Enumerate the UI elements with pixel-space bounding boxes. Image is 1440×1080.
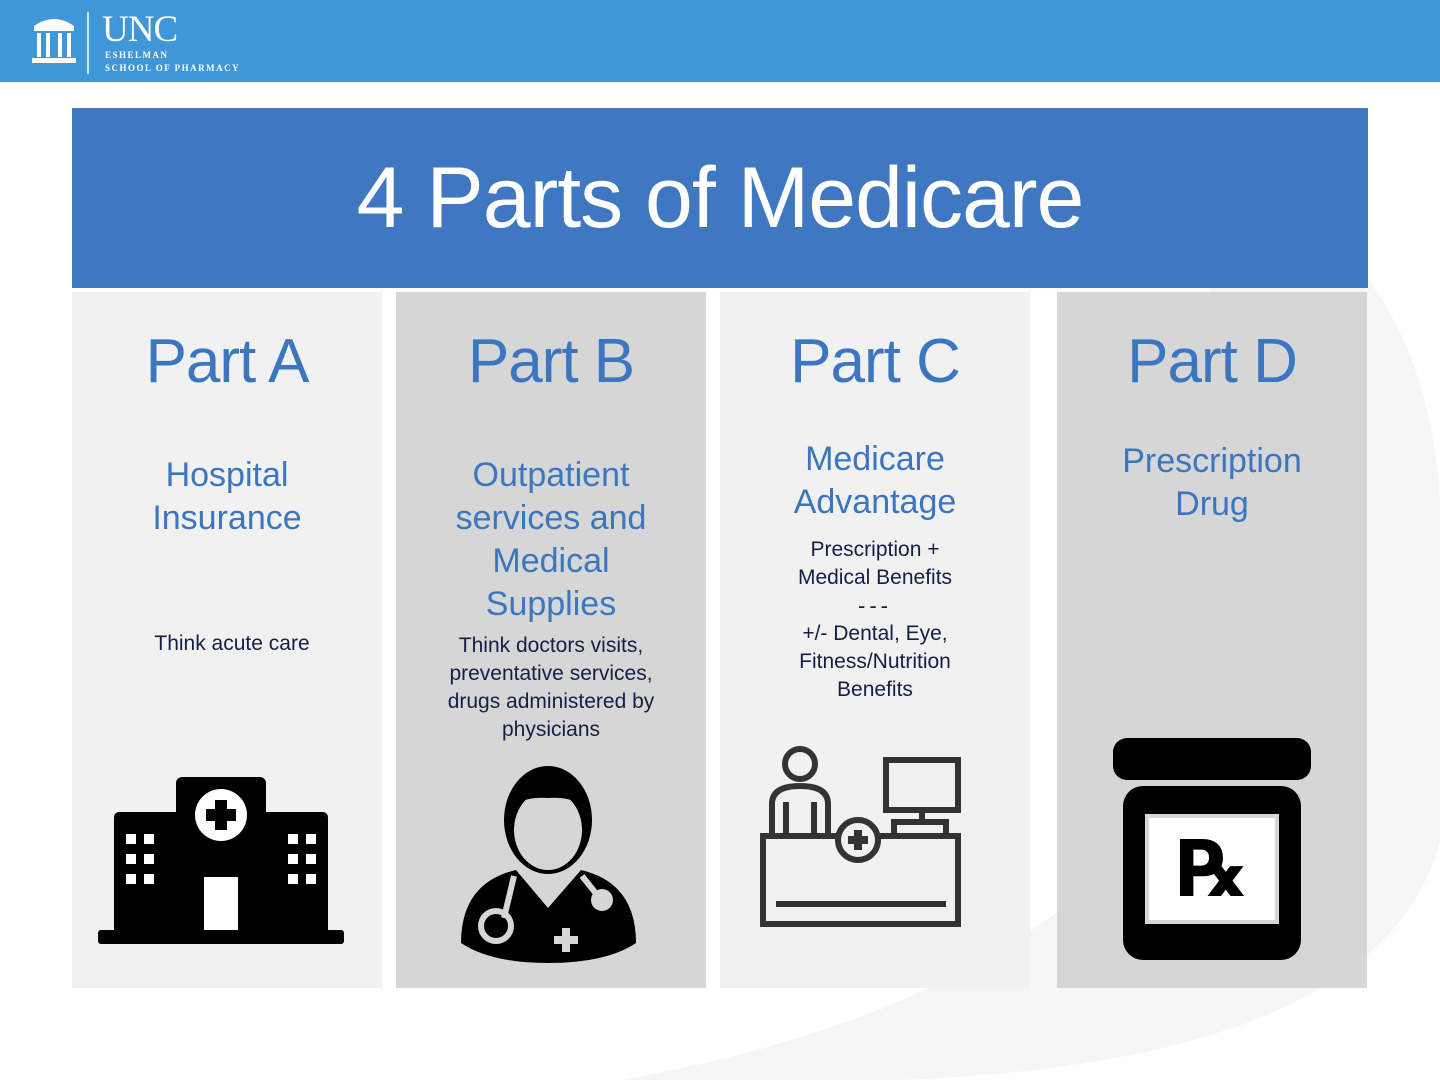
- subtitle-line: Drug: [1175, 485, 1249, 523]
- part-a-column: [72, 292, 382, 988]
- part-d-column: [1057, 292, 1367, 988]
- subtitle-line: Outpatient: [472, 456, 630, 494]
- logo-school-text: SCHOOL OF PHARMACY: [105, 63, 241, 73]
- note-line: drugs administered by: [447, 690, 655, 713]
- subtitle-line: Medicare: [805, 440, 945, 478]
- reception-desk-icon: [758, 744, 968, 929]
- title-banner: [72, 108, 1368, 288]
- note-line: Medical Benefits: [797, 566, 953, 589]
- part-a-subtitle: [72, 454, 382, 540]
- note-line: +/- Dental, Eye,: [802, 622, 948, 645]
- part-a-note: [82, 630, 382, 658]
- subtitle-line: Prescription: [1122, 442, 1302, 480]
- part-d-subtitle: [1057, 440, 1367, 526]
- logo-divider: [87, 12, 89, 74]
- part-c-note: [720, 536, 1030, 704]
- subtitle-line: Hospital: [165, 456, 289, 494]
- part-d-title: Part D: [1127, 327, 1297, 396]
- rx-pill-bottle-icon: [1109, 736, 1315, 964]
- note-line: Think doctors visits,: [458, 634, 644, 657]
- part-a-title: Part A: [145, 327, 309, 396]
- part-b-column: [396, 292, 706, 988]
- note-line: physicians: [501, 718, 601, 741]
- subtitle-line: Supplies: [485, 585, 617, 623]
- note-line: Prescription +: [810, 538, 940, 561]
- part-b-note: [396, 632, 706, 744]
- subtitle-line: Insurance: [152, 499, 302, 537]
- svg-text:℞: ℞: [1177, 825, 1247, 913]
- header-bar: [0, 0, 1440, 82]
- part-b-subtitle: [396, 454, 706, 626]
- subtitle-line: Medical: [492, 542, 610, 580]
- subtitle-line: Advantage: [793, 483, 957, 521]
- note-line: Benefits: [837, 678, 913, 701]
- note-separator: ---: [858, 593, 892, 618]
- doctor-with-stethoscope-icon: [456, 758, 641, 963]
- part-c-title: Part C: [790, 327, 960, 396]
- slide-title: 4 Parts of Medicare: [356, 149, 1084, 246]
- part-c-subtitle: [720, 438, 1030, 524]
- logo-eshelman-text: ESHELMAN: [105, 50, 169, 60]
- note-line: preventative services,: [449, 662, 653, 685]
- note-line: Think acute care: [154, 632, 310, 655]
- note-line: Fitness/Nutrition: [799, 650, 951, 673]
- hospital-building-icon: [96, 772, 346, 947]
- old-well-icon: [30, 10, 78, 68]
- part-b-title: Part B: [467, 327, 635, 396]
- logo-unc-text: UNC: [102, 9, 178, 50]
- part-c-column: [720, 292, 1030, 988]
- subtitle-line: services and: [455, 499, 647, 537]
